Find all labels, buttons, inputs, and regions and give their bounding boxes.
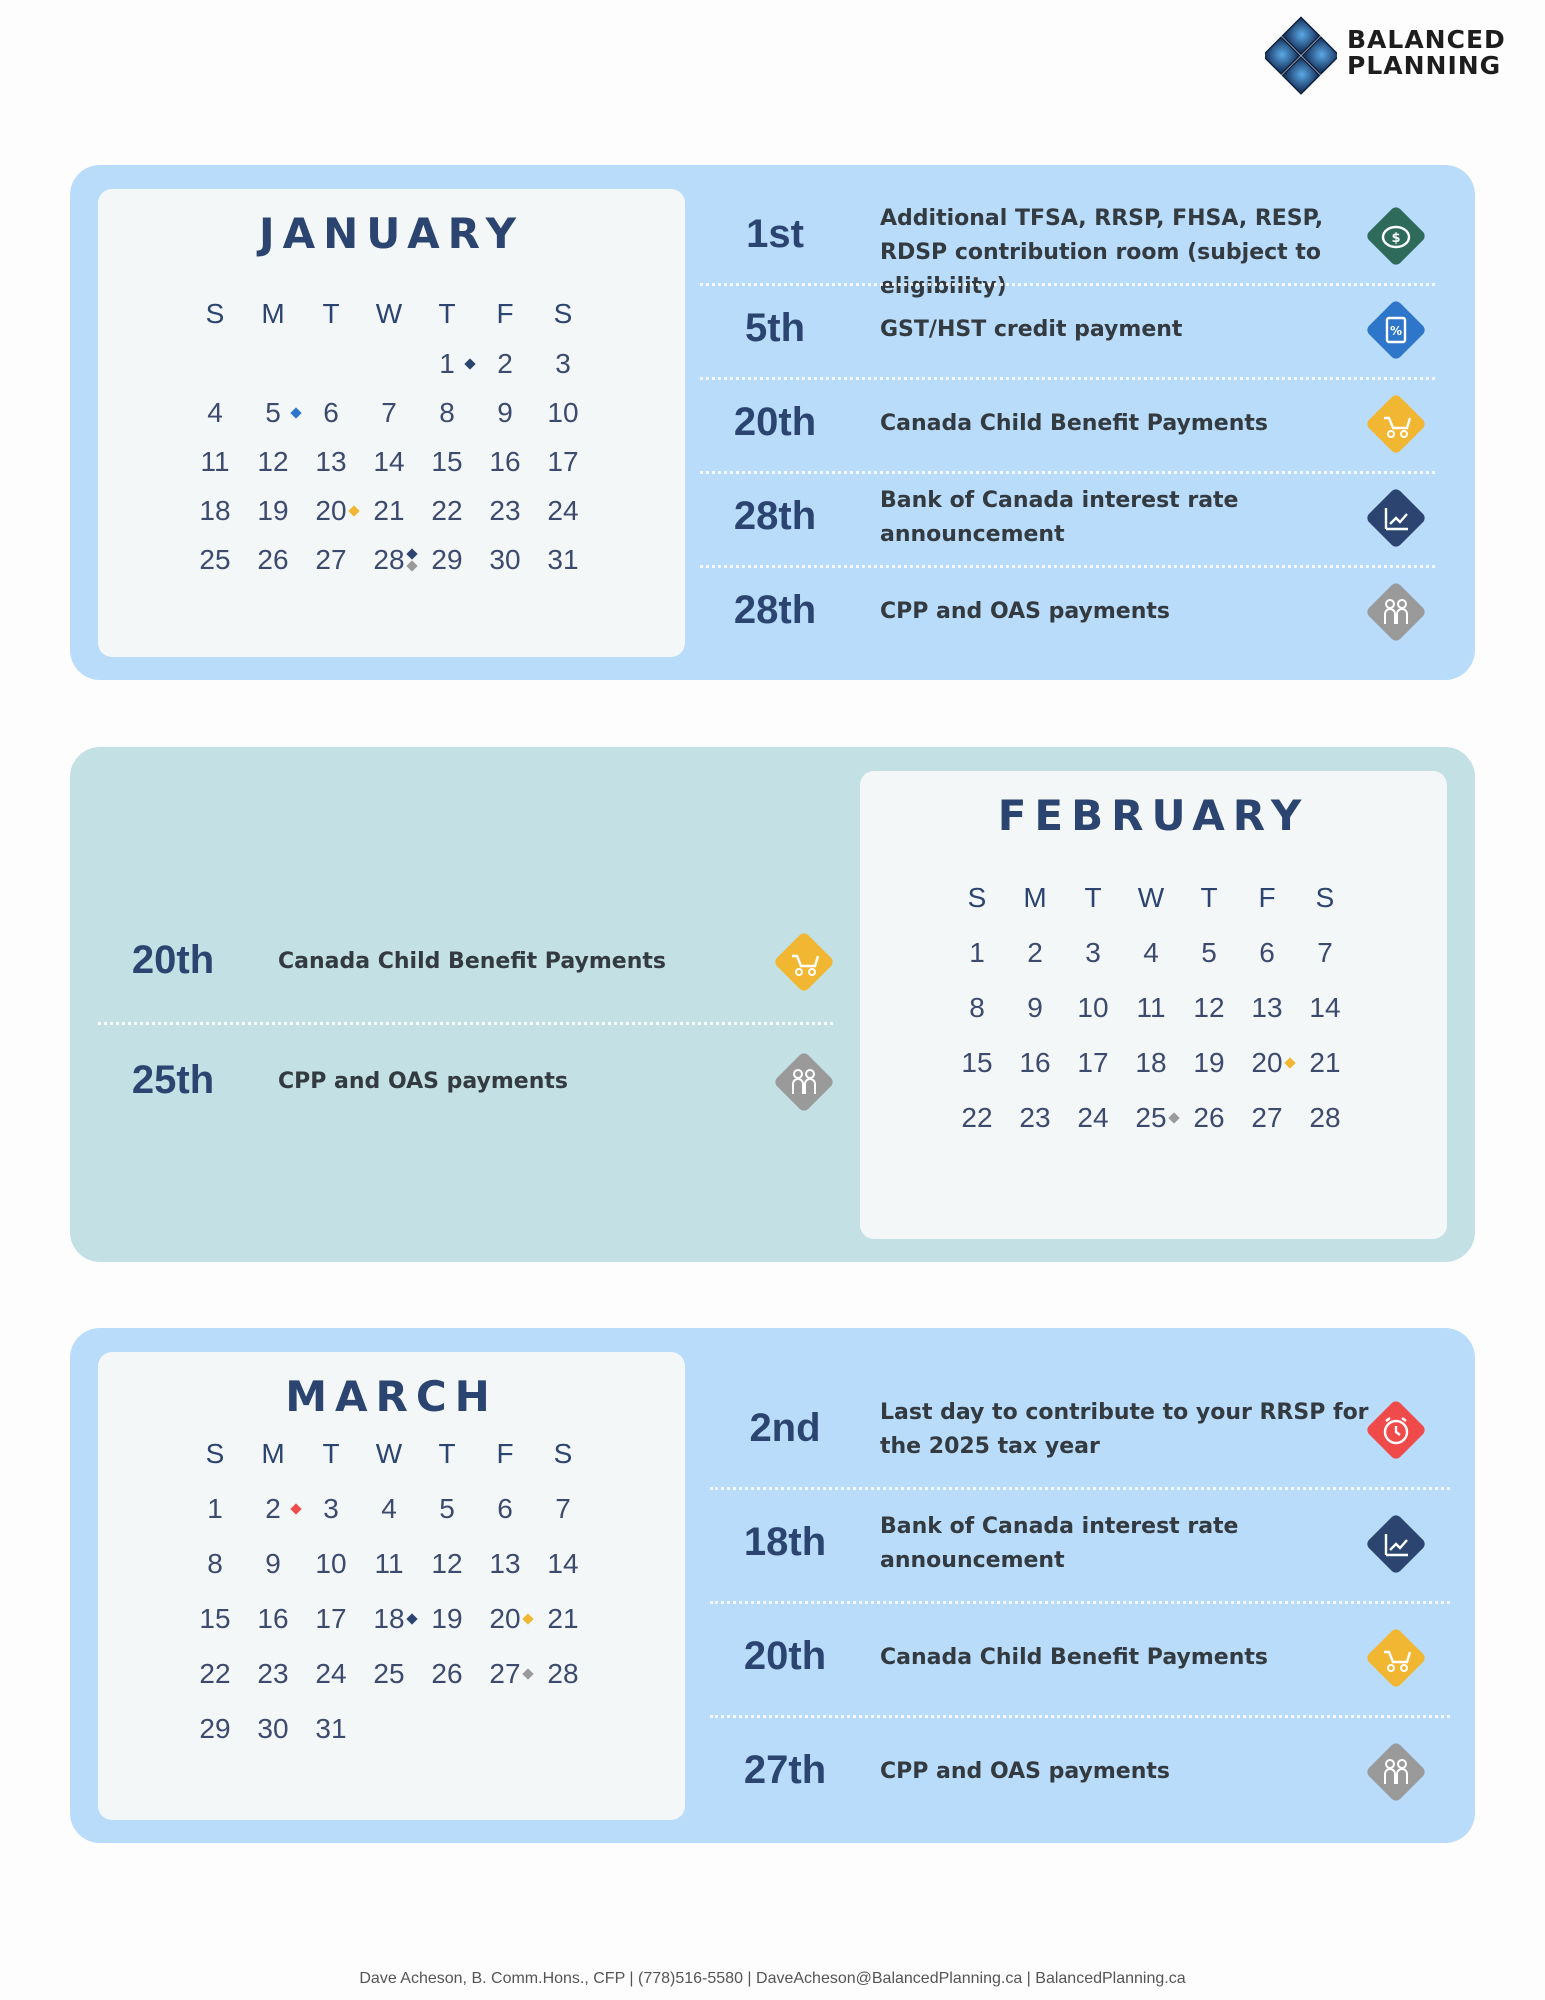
calendar-day: 20 [315, 495, 347, 526]
month-title: MARCH [285, 1372, 498, 1421]
calendar-day: 11 [374, 1548, 404, 1579]
event-date: 20th [743, 1634, 827, 1678]
weekday-label: M [261, 1438, 285, 1469]
week-row [186, 442, 596, 482]
week-row [186, 344, 596, 384]
event-row [98, 902, 833, 1022]
calendar-day: 6 [497, 1493, 513, 1524]
weekday-label: F [496, 298, 514, 329]
calendar-day: 9 [265, 1548, 281, 1579]
seniors-icon [1360, 576, 1432, 648]
calendar-day: 8 [439, 397, 455, 428]
calendar-day: 28 [373, 544, 405, 575]
calendar-day: 5 [439, 1493, 455, 1524]
calendar-day: 27 [315, 544, 347, 575]
calendar-day: 13 [315, 446, 347, 477]
chart-growth-icon [1360, 1508, 1432, 1580]
stroller-icon [1360, 1622, 1432, 1694]
weekday-label: S [205, 298, 225, 329]
calendar-day: 26 [1193, 1102, 1225, 1133]
calendar-day: 5 [1201, 937, 1217, 968]
calendar-day: 11 [200, 446, 230, 477]
calendar-day: 11 [1136, 992, 1166, 1023]
weekday-label: W [375, 298, 403, 329]
calendar-day: 2 [265, 1493, 281, 1524]
calendar-day: 20 [1251, 1047, 1283, 1078]
stroller-icon [1360, 388, 1432, 460]
weekday-label: W [375, 1438, 403, 1469]
calendar-day: 23 [1019, 1102, 1051, 1133]
event-description: Last day to contribute to your RRSP for the 2025 tax year [880, 1400, 1369, 1459]
calendar-day: 6 [323, 397, 339, 428]
calendar-day: 9 [497, 397, 513, 428]
event-date: 25th [131, 1058, 215, 1102]
weekday-label: S [967, 882, 987, 913]
event-date: 20th [733, 400, 817, 444]
weekday-header [186, 294, 596, 334]
calendar-day: 6 [1259, 937, 1275, 968]
calendar-day: 4 [1143, 937, 1159, 968]
event-row [710, 1487, 1450, 1601]
calendar-day: 24 [1077, 1102, 1109, 1133]
event-date: 27th [743, 1748, 827, 1792]
calendar-day: 12 [257, 446, 289, 477]
calendar-day: 19 [1193, 1047, 1225, 1078]
calendar-day: 9 [1027, 992, 1043, 1023]
calendar-day: 29 [431, 544, 463, 575]
event-date: 20th [131, 938, 215, 982]
month-panel-february [70, 747, 1475, 1262]
calendar-day: 3 [323, 1493, 339, 1524]
contact-footer: Dave Acheson, B. Comm.Hons., CFP | (778)516-5580 | DaveAcheson@BalancedPlanning.ca | BalancedPlanning.ca [359, 1970, 1186, 1987]
week-row [186, 1599, 596, 1639]
event-row [700, 377, 1435, 471]
event-row [700, 471, 1435, 565]
week-row [186, 540, 596, 580]
calendar-card [860, 771, 1447, 1239]
event-list [710, 1373, 1450, 1813]
weekday-label: S [205, 1438, 225, 1469]
calendar-day: 25 [199, 544, 231, 575]
calendar-day: 19 [257, 495, 289, 526]
chart-growth-icon [1360, 482, 1432, 554]
calendar-day: 16 [489, 446, 521, 477]
calendar-day: 30 [489, 544, 521, 575]
weekday-label: W [1137, 882, 1165, 913]
calendar-day: 10 [1077, 992, 1109, 1023]
calendar-day: 21 [373, 495, 405, 526]
stroller-icon [768, 926, 840, 998]
calendar-day: 18 [199, 495, 231, 526]
event-row [710, 1601, 1450, 1715]
weekday-header [948, 878, 1358, 918]
event-description: GST/HST credit payment [880, 317, 1183, 342]
event-row [700, 565, 1435, 659]
calendar-day: 25 [373, 1658, 405, 1689]
event-description: CPP and OAS payments [880, 599, 1170, 624]
calendar-day: 14 [1309, 992, 1341, 1023]
calendar-day: 1 [439, 348, 455, 379]
calendar-day: 22 [961, 1102, 993, 1133]
calendar-day: 16 [257, 1603, 289, 1634]
event-list [700, 189, 1435, 657]
event-row [700, 189, 1435, 299]
event-description: Bank of Canada interest rate announcement [880, 488, 1239, 547]
event-row [710, 1715, 1450, 1829]
calendar-day: 26 [257, 544, 289, 575]
calendar-day: 12 [1193, 992, 1225, 1023]
week-row [186, 1544, 596, 1584]
calendar-day: 8 [207, 1548, 223, 1579]
weekday-header [186, 1434, 596, 1474]
event-description: Canada Child Benefit Payments [880, 411, 1268, 436]
calendar-day: 25 [1135, 1102, 1167, 1133]
calendar-day: 7 [1317, 937, 1333, 968]
calendar-day: 15 [961, 1047, 993, 1078]
calendar-day: 12 [431, 1548, 463, 1579]
weekday-label: M [261, 298, 285, 329]
weekday-label: T [438, 1438, 456, 1469]
calendar-day: 21 [1309, 1047, 1341, 1078]
svg-text:%: % [1389, 324, 1403, 338]
month-title: FEBRUARY [997, 791, 1310, 840]
calendar-day: 23 [257, 1658, 289, 1689]
calendar-day: 18 [373, 1603, 405, 1634]
weekday-label: S [553, 1438, 573, 1469]
calendar-day: 30 [257, 1713, 289, 1744]
calendar-day: 19 [431, 1603, 463, 1634]
brand-line1: BALANCED [1347, 25, 1506, 54]
event-date: 18th [743, 1520, 827, 1564]
seniors-icon [768, 1046, 840, 1118]
weekday-label: T [322, 1438, 340, 1469]
calendar-day: 1 [969, 937, 985, 968]
week-row [948, 933, 1358, 973]
brand-line2: PLANNING [1347, 51, 1502, 80]
calendar-day: 27 [1251, 1102, 1283, 1133]
event-date: 2nd [749, 1406, 821, 1450]
calendar-card [98, 189, 685, 657]
event-row [98, 1022, 833, 1142]
calendar-day: 7 [381, 397, 397, 428]
weekday-label: F [496, 1438, 514, 1469]
week-row [186, 491, 596, 531]
week-row [948, 988, 1358, 1028]
calendar-day: 7 [555, 1493, 571, 1524]
event-row [700, 283, 1435, 377]
calendar-day: 14 [547, 1548, 579, 1579]
calendar-day: 15 [431, 446, 463, 477]
weekday-label: T [438, 298, 456, 329]
week-row [186, 1489, 596, 1529]
calendar-day: 3 [1085, 937, 1101, 968]
alarm-clock-icon [1360, 1394, 1432, 1466]
svg-text:$: $ [1391, 231, 1401, 246]
calendar-card [98, 1352, 685, 1820]
week-row [948, 1098, 1358, 1138]
calendar-day: 10 [315, 1548, 347, 1579]
calendar-day: 27 [489, 1658, 521, 1689]
calendar-day: 22 [431, 495, 463, 526]
calendar-day: 17 [547, 446, 579, 477]
brand-logo [1265, 15, 1510, 100]
calendar-day: 8 [969, 992, 985, 1023]
event-description: Canada Child Benefit Payments [278, 949, 666, 974]
calendar-day: 22 [199, 1658, 231, 1689]
calendar-day: 14 [373, 446, 405, 477]
week-row [948, 1043, 1358, 1083]
calendar-day: 13 [489, 1548, 521, 1579]
calendar-day: 4 [207, 397, 223, 428]
calendar-day: 2 [1027, 937, 1043, 968]
event-date: 5th [745, 306, 805, 350]
month-title: JANUARY [258, 209, 525, 258]
weekday-label: M [1023, 882, 1047, 913]
calendar-day: 24 [547, 495, 579, 526]
event-date: 28th [733, 588, 817, 632]
weekday-label: S [1315, 882, 1335, 913]
event-description: Bank of Canada interest rate announcement [880, 1514, 1239, 1573]
calendar-day: 17 [1077, 1047, 1109, 1078]
weekday-label: T [1200, 882, 1218, 913]
calendar-day: 5 [265, 397, 281, 428]
calendar-day: 2 [497, 348, 513, 379]
calendar-day: 10 [547, 397, 579, 428]
diamond-logo-icon [1265, 15, 1337, 100]
brand-name [1347, 27, 1506, 79]
event-description: Canada Child Benefit Payments [880, 1645, 1268, 1670]
event-row [710, 1373, 1450, 1487]
calendar-day: 4 [381, 1493, 397, 1524]
event-list [98, 902, 833, 1102]
calendar-day: 31 [547, 544, 579, 575]
weekday-label: T [322, 298, 340, 329]
weekday-label: F [1258, 882, 1276, 913]
calendar-day: 23 [489, 495, 521, 526]
piggy-bank-icon [1360, 200, 1432, 272]
weekday-label: S [553, 298, 573, 329]
calendar-day: 21 [547, 1603, 579, 1634]
seniors-icon [1360, 1736, 1432, 1808]
calendar-day: 28 [547, 1658, 579, 1689]
calendar-day: 20 [489, 1603, 521, 1634]
event-description: Additional TFSA, RRSP, FHSA, RESP, RDSP contribution room (subject to eligibility) [880, 206, 1324, 299]
calendar-day: 31 [315, 1713, 347, 1744]
calendar-day: 13 [1251, 992, 1283, 1023]
event-description: CPP and OAS payments [278, 1069, 568, 1094]
event-date: 28th [733, 494, 817, 538]
calendar-day: 26 [431, 1658, 463, 1689]
calendar-day: 18 [1135, 1047, 1167, 1078]
month-panel-march [70, 1328, 1475, 1843]
calendar-day: 28 [1309, 1102, 1341, 1133]
event-date: 1st [746, 212, 804, 256]
week-row [186, 1654, 596, 1694]
calendar-day: 3 [555, 348, 571, 379]
calendar-day: 15 [199, 1603, 231, 1634]
week-row [186, 393, 596, 433]
receipt-percent-icon [1360, 294, 1432, 366]
calendar-day: 24 [315, 1658, 347, 1689]
calendar-day: 16 [1019, 1047, 1051, 1078]
week-row [186, 1709, 596, 1749]
event-description: CPP and OAS payments [880, 1759, 1170, 1784]
calendar-day: 29 [199, 1713, 231, 1744]
calendar-day: 17 [315, 1603, 347, 1634]
weekday-label: T [1084, 882, 1102, 913]
calendar-day: 1 [207, 1493, 223, 1524]
month-panel-january [70, 165, 1475, 680]
